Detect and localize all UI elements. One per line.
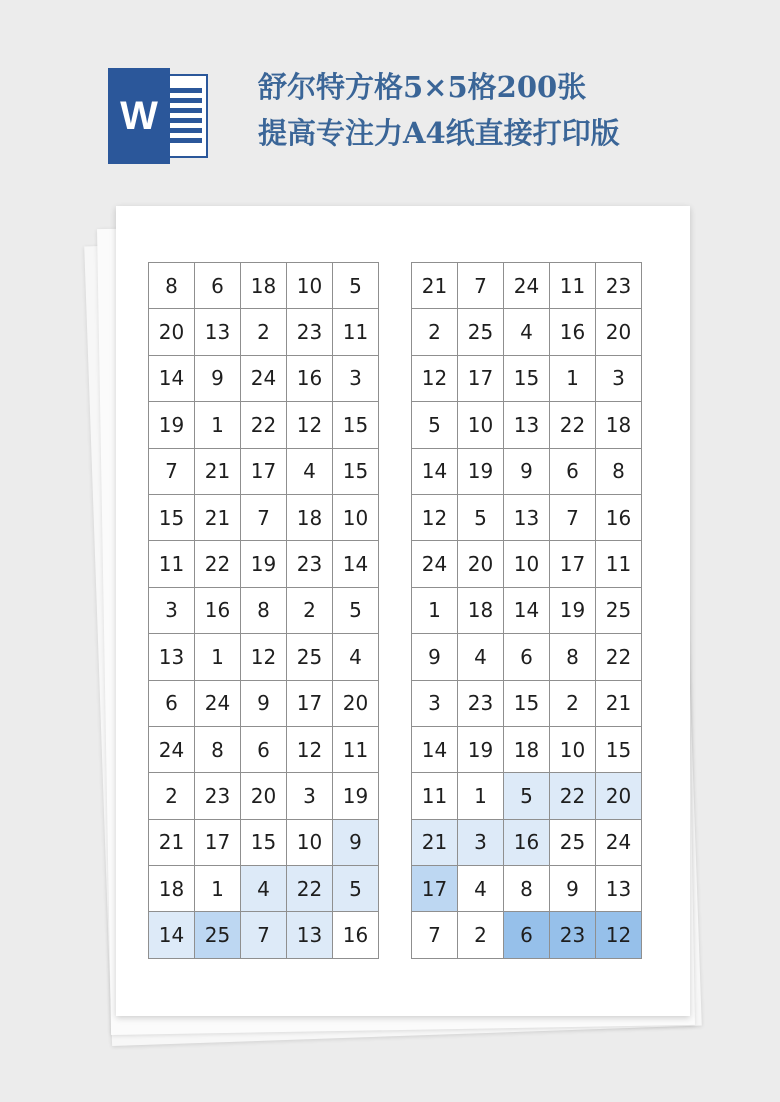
grid-cell: 23 <box>287 309 333 355</box>
grid-row <box>412 726 642 772</box>
grid-cell: 3 <box>287 773 333 819</box>
grid-cell: 20 <box>149 309 195 355</box>
grid-cell: 22 <box>195 541 241 587</box>
grid-row <box>412 448 642 494</box>
grid-cell: 18 <box>287 494 333 540</box>
grid-cell: 25 <box>458 309 504 355</box>
grid-cell: 16 <box>195 587 241 633</box>
grid-cell: 12 <box>412 355 458 401</box>
grid-row <box>412 541 642 587</box>
grid-cell: 14 <box>149 912 195 958</box>
grid-cell: 13 <box>504 494 550 540</box>
grid-row <box>412 587 642 633</box>
grid-cell: 8 <box>241 587 287 633</box>
grid-cell: 22 <box>550 402 596 448</box>
grid-cell: 23 <box>195 773 241 819</box>
grid-cell: 14 <box>333 541 379 587</box>
grid-cell: 1 <box>412 587 458 633</box>
grid-cell: 8 <box>550 634 596 680</box>
grid-cell: 17 <box>550 541 596 587</box>
grid-cell: 21 <box>412 263 458 309</box>
grid-cell: 3 <box>458 819 504 865</box>
grid-cell: 14 <box>412 448 458 494</box>
grid-row <box>412 309 642 355</box>
word-lines-shape <box>166 88 202 148</box>
grid-cell: 15 <box>333 402 379 448</box>
grid-cell: 7 <box>241 494 287 540</box>
grid-cell: 18 <box>149 866 195 912</box>
grid-cell: 20 <box>458 541 504 587</box>
grid-row <box>412 494 642 540</box>
grid-cell: 25 <box>596 587 642 633</box>
grid-cell: 9 <box>333 819 379 865</box>
grid-cell: 10 <box>287 819 333 865</box>
grid-cell: 20 <box>596 309 642 355</box>
grid-cell: 2 <box>458 912 504 958</box>
grid-cell: 19 <box>333 773 379 819</box>
grid-row <box>149 773 379 819</box>
grid-cell: 12 <box>596 912 642 958</box>
grid-cell: 16 <box>504 819 550 865</box>
grid-cell: 4 <box>458 634 504 680</box>
grid-cell: 9 <box>550 866 596 912</box>
grid-row <box>412 819 642 865</box>
grid-cell: 11 <box>550 263 596 309</box>
grid-cell: 2 <box>550 680 596 726</box>
grid-cell: 6 <box>149 680 195 726</box>
grid-cell: 9 <box>412 634 458 680</box>
grid-cell: 24 <box>412 541 458 587</box>
grid-cell: 17 <box>195 819 241 865</box>
grid-cell: 1 <box>458 773 504 819</box>
grid-cell: 1 <box>195 634 241 680</box>
grid-cell: 18 <box>504 726 550 772</box>
grid-cell: 22 <box>241 402 287 448</box>
grid-cell: 11 <box>412 773 458 819</box>
grid-cell: 21 <box>596 680 642 726</box>
grid-cell: 2 <box>412 309 458 355</box>
grid-cell: 15 <box>504 680 550 726</box>
grid-cell: 1 <box>195 402 241 448</box>
grid-cell: 23 <box>458 680 504 726</box>
page-title <box>258 64 758 156</box>
grid-cell: 11 <box>149 541 195 587</box>
grid-cell: 10 <box>287 263 333 309</box>
grid-cell: 21 <box>195 448 241 494</box>
grid-cell: 16 <box>550 309 596 355</box>
grid-cell: 3 <box>333 355 379 401</box>
grid-cell: 1 <box>550 355 596 401</box>
grid-row <box>149 912 379 958</box>
grid-cell: 24 <box>504 263 550 309</box>
grid-cell: 6 <box>550 448 596 494</box>
grid-cell: 22 <box>550 773 596 819</box>
grid-cell: 14 <box>412 726 458 772</box>
grid-cell: 5 <box>412 402 458 448</box>
grid-cell: 19 <box>550 587 596 633</box>
grid-cell: 20 <box>241 773 287 819</box>
grid-cell: 15 <box>596 726 642 772</box>
grid-cell: 24 <box>241 355 287 401</box>
grid-cell: 11 <box>596 541 642 587</box>
grid-row <box>149 263 379 309</box>
grid-row <box>412 263 642 309</box>
grid-cell: 6 <box>504 634 550 680</box>
grid-cell: 18 <box>596 402 642 448</box>
grid-cell: 21 <box>149 819 195 865</box>
grid-row <box>412 355 642 401</box>
grid-cell: 3 <box>596 355 642 401</box>
grid-cell: 19 <box>458 448 504 494</box>
grid-cell: 13 <box>287 912 333 958</box>
grid-cell: 18 <box>241 263 287 309</box>
grid-cell: 12 <box>287 726 333 772</box>
grid-row <box>149 402 379 448</box>
grid-cell: 15 <box>504 355 550 401</box>
grid-cell: 15 <box>241 819 287 865</box>
grid-cell: 9 <box>195 355 241 401</box>
grid-cell: 9 <box>241 680 287 726</box>
grid-cell: 10 <box>504 541 550 587</box>
word-letter: W <box>108 68 170 164</box>
grid-cell: 14 <box>149 355 195 401</box>
grid-cell: 12 <box>412 494 458 540</box>
grid-cell: 7 <box>149 448 195 494</box>
grid-cell: 3 <box>412 680 458 726</box>
page-header <box>0 0 780 200</box>
grid-cell: 8 <box>195 726 241 772</box>
grid-cell: 13 <box>149 634 195 680</box>
grid-cell: 5 <box>333 866 379 912</box>
grid-cell: 25 <box>287 634 333 680</box>
grid-cell: 4 <box>333 634 379 680</box>
grid-cell: 1 <box>195 866 241 912</box>
grid-cell: 16 <box>287 355 333 401</box>
grid-cell: 12 <box>287 402 333 448</box>
grid-cell: 17 <box>412 866 458 912</box>
grid-row <box>149 634 379 680</box>
grid-cell: 11 <box>333 726 379 772</box>
grid-cell: 10 <box>458 402 504 448</box>
grid-row <box>149 494 379 540</box>
grid-cell: 23 <box>596 263 642 309</box>
title-line-1: 舒尔特方格5×5格200张 <box>258 70 587 104</box>
grid-cell: 6 <box>504 912 550 958</box>
grid-cell: 17 <box>241 448 287 494</box>
grid-row <box>412 634 642 680</box>
grid-row <box>149 355 379 401</box>
grid-cell: 21 <box>412 819 458 865</box>
grid-cell: 20 <box>333 680 379 726</box>
grid-cell: 19 <box>149 402 195 448</box>
grid-cell: 14 <box>504 587 550 633</box>
grid-cell: 7 <box>412 912 458 958</box>
grid-cell: 20 <box>596 773 642 819</box>
grid-cell: 8 <box>596 448 642 494</box>
grid-row <box>149 680 379 726</box>
grid-cell: 13 <box>504 402 550 448</box>
grid-row <box>149 309 379 355</box>
grid-cell: 5 <box>504 773 550 819</box>
grid-row <box>412 773 642 819</box>
grid-cell: 9 <box>504 448 550 494</box>
grid-cell: 3 <box>149 587 195 633</box>
grid-cell: 11 <box>333 309 379 355</box>
grid-cell: 5 <box>458 494 504 540</box>
grid-cell: 17 <box>458 355 504 401</box>
grid-cell: 15 <box>149 494 195 540</box>
grid-cell: 8 <box>504 866 550 912</box>
grid-row <box>149 448 379 494</box>
grid-cell: 4 <box>241 866 287 912</box>
grid-cell: 19 <box>241 541 287 587</box>
grid-cell: 2 <box>241 309 287 355</box>
grid-cell: 13 <box>596 866 642 912</box>
grid-cell: 25 <box>550 819 596 865</box>
grid-cell: 4 <box>504 309 550 355</box>
grid-cell: 16 <box>596 494 642 540</box>
grid-cell: 19 <box>458 726 504 772</box>
grid-cell: 7 <box>550 494 596 540</box>
grid-cell: 4 <box>458 866 504 912</box>
grid-cell: 2 <box>149 773 195 819</box>
grid-cell: 15 <box>333 448 379 494</box>
schulte-grid-left <box>148 262 379 959</box>
grid-cell: 25 <box>195 912 241 958</box>
grid-cell: 24 <box>596 819 642 865</box>
grid-row <box>412 402 642 448</box>
grid-row <box>149 541 379 587</box>
grid-row <box>149 866 379 912</box>
grid-cell: 18 <box>458 587 504 633</box>
title-line-2: 提高专注力A4纸直接打印版 <box>258 116 620 150</box>
grid-cell: 24 <box>195 680 241 726</box>
grid-cell: 23 <box>550 912 596 958</box>
schulte-grid-right <box>411 262 642 959</box>
grid-cell: 21 <box>195 494 241 540</box>
grid-cell: 16 <box>333 912 379 958</box>
document-page <box>116 206 690 1016</box>
grid-cell: 13 <box>195 309 241 355</box>
grid-cell: 5 <box>333 587 379 633</box>
grid-row <box>149 726 379 772</box>
grid-cell: 6 <box>195 263 241 309</box>
grid-row <box>149 819 379 865</box>
grid-cell: 17 <box>287 680 333 726</box>
grid-cell: 5 <box>333 263 379 309</box>
grid-row <box>412 866 642 912</box>
word-icon <box>108 68 212 164</box>
grid-cell: 24 <box>149 726 195 772</box>
grid-cell: 8 <box>149 263 195 309</box>
grid-row <box>412 912 642 958</box>
grid-cell: 2 <box>287 587 333 633</box>
grid-cell: 10 <box>550 726 596 772</box>
grid-cell: 7 <box>458 263 504 309</box>
grid-row <box>412 680 642 726</box>
grid-row <box>149 587 379 633</box>
grid-cell: 6 <box>241 726 287 772</box>
grid-cell: 10 <box>333 494 379 540</box>
grid-cell: 23 <box>287 541 333 587</box>
grid-cell: 7 <box>241 912 287 958</box>
grid-cell: 12 <box>241 634 287 680</box>
grid-cell: 22 <box>596 634 642 680</box>
grid-cell: 22 <box>287 866 333 912</box>
grid-cell: 4 <box>287 448 333 494</box>
